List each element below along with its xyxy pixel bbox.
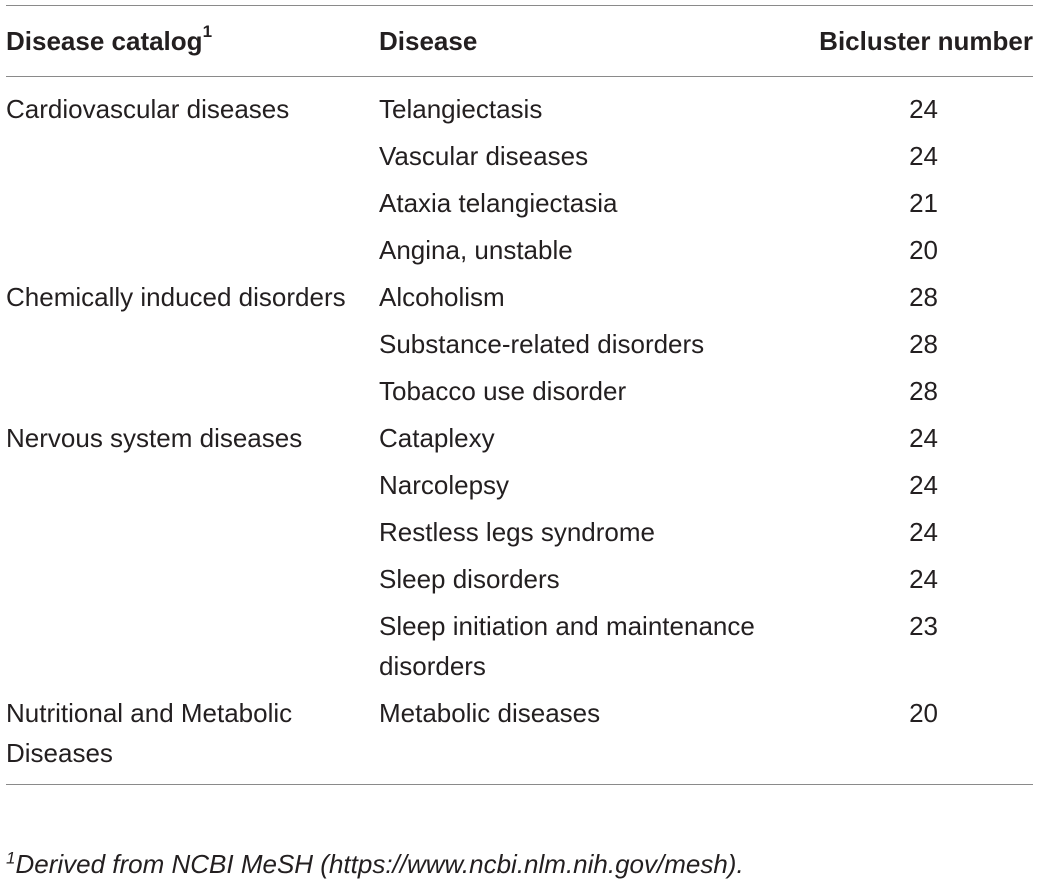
- cell-disease: Substance-related disorders: [379, 329, 705, 359]
- cell-disease-catalog: [6, 367, 379, 414]
- cell-disease: Cataplexy: [379, 423, 495, 453]
- cell-disease-catalog: [6, 179, 379, 226]
- cell-disease: Vascular diseases: [379, 141, 589, 171]
- cell-disease-catalog: [6, 132, 379, 179]
- cell-disease: Sleep initiation and maintenance disorders: [379, 611, 755, 681]
- table-row: [6, 602, 1033, 689]
- disease-table: [6, 6, 1033, 76]
- header-footnote-mark: 1: [202, 22, 213, 42]
- table-row: [6, 226, 1033, 273]
- cell-bicluster-number: 28: [909, 329, 938, 359]
- cell-disease: Restless legs syndrome: [379, 517, 655, 547]
- cell-disease: Alcoholism: [379, 282, 505, 312]
- table-row: [6, 414, 1033, 461]
- cell-disease: Ataxia telangiectasia: [379, 188, 618, 218]
- cell-bicluster-number: 24: [909, 423, 938, 453]
- header-disease-catalog-label: Disease catalog: [6, 26, 203, 56]
- header-disease-catalog: [6, 6, 379, 76]
- table-row: [6, 461, 1033, 508]
- cell-disease-catalog: [6, 555, 379, 602]
- table-row: [6, 273, 1033, 320]
- table-footnote: [6, 846, 744, 882]
- header-bicluster-number: Bicluster number: [819, 26, 1033, 56]
- cell-disease-catalog: Nervous system diseases: [6, 423, 303, 453]
- table-row: [6, 508, 1033, 555]
- cell-disease: Narcolepsy: [379, 470, 510, 500]
- cell-bicluster-number: 21: [909, 188, 938, 218]
- table-row: [6, 320, 1033, 367]
- cell-disease-catalog: Nutritional and Metabolic Diseases: [6, 698, 293, 768]
- cell-disease: Tobacco use disorder: [379, 376, 627, 406]
- cell-disease-catalog: Chemically induced disorders: [6, 282, 346, 312]
- cell-bicluster-number: 24: [909, 517, 938, 547]
- cell-disease: Telangiectasis: [379, 94, 543, 124]
- header-row: [6, 6, 1033, 76]
- cell-disease-catalog: [6, 461, 379, 508]
- table-row: [6, 132, 1033, 179]
- header-disease: Disease: [379, 26, 478, 56]
- footnote-mark: 1: [6, 848, 16, 868]
- disease-table-container: [6, 5, 1033, 785]
- cell-bicluster-number: 28: [909, 376, 938, 406]
- cell-disease: Metabolic diseases: [379, 698, 601, 728]
- cell-disease-catalog: [6, 320, 379, 367]
- table-header: [6, 6, 1033, 76]
- cell-bicluster-number: 24: [909, 141, 938, 171]
- table-row: [6, 367, 1033, 414]
- table-body: [6, 77, 1033, 776]
- table-row: [6, 689, 1033, 776]
- cell-bicluster-number: 24: [909, 564, 938, 594]
- cell-bicluster-number: 20: [909, 698, 938, 728]
- cell-disease-catalog: [6, 602, 379, 689]
- footnote-text: Derived from NCBI MeSH (https://www.ncbi.nlm.nih.gov/mesh).: [15, 849, 744, 879]
- cell-bicluster-number: 24: [909, 94, 938, 124]
- cell-bicluster-number: 20: [909, 235, 938, 265]
- cell-disease-catalog: [6, 226, 379, 273]
- cell-bicluster-number: 28: [909, 282, 938, 312]
- cell-bicluster-number: 23: [909, 611, 938, 641]
- disease-table-body: [6, 77, 1033, 776]
- table-row: [6, 179, 1033, 226]
- cell-disease: Angina, unstable: [379, 235, 573, 265]
- table-row: [6, 77, 1033, 132]
- bottom-rule: [6, 784, 1033, 785]
- cell-disease-catalog: [6, 508, 379, 555]
- cell-disease: Sleep disorders: [379, 564, 560, 594]
- table-row: [6, 555, 1033, 602]
- cell-disease-catalog: Cardiovascular diseases: [6, 94, 290, 124]
- cell-bicluster-number: 24: [909, 470, 938, 500]
